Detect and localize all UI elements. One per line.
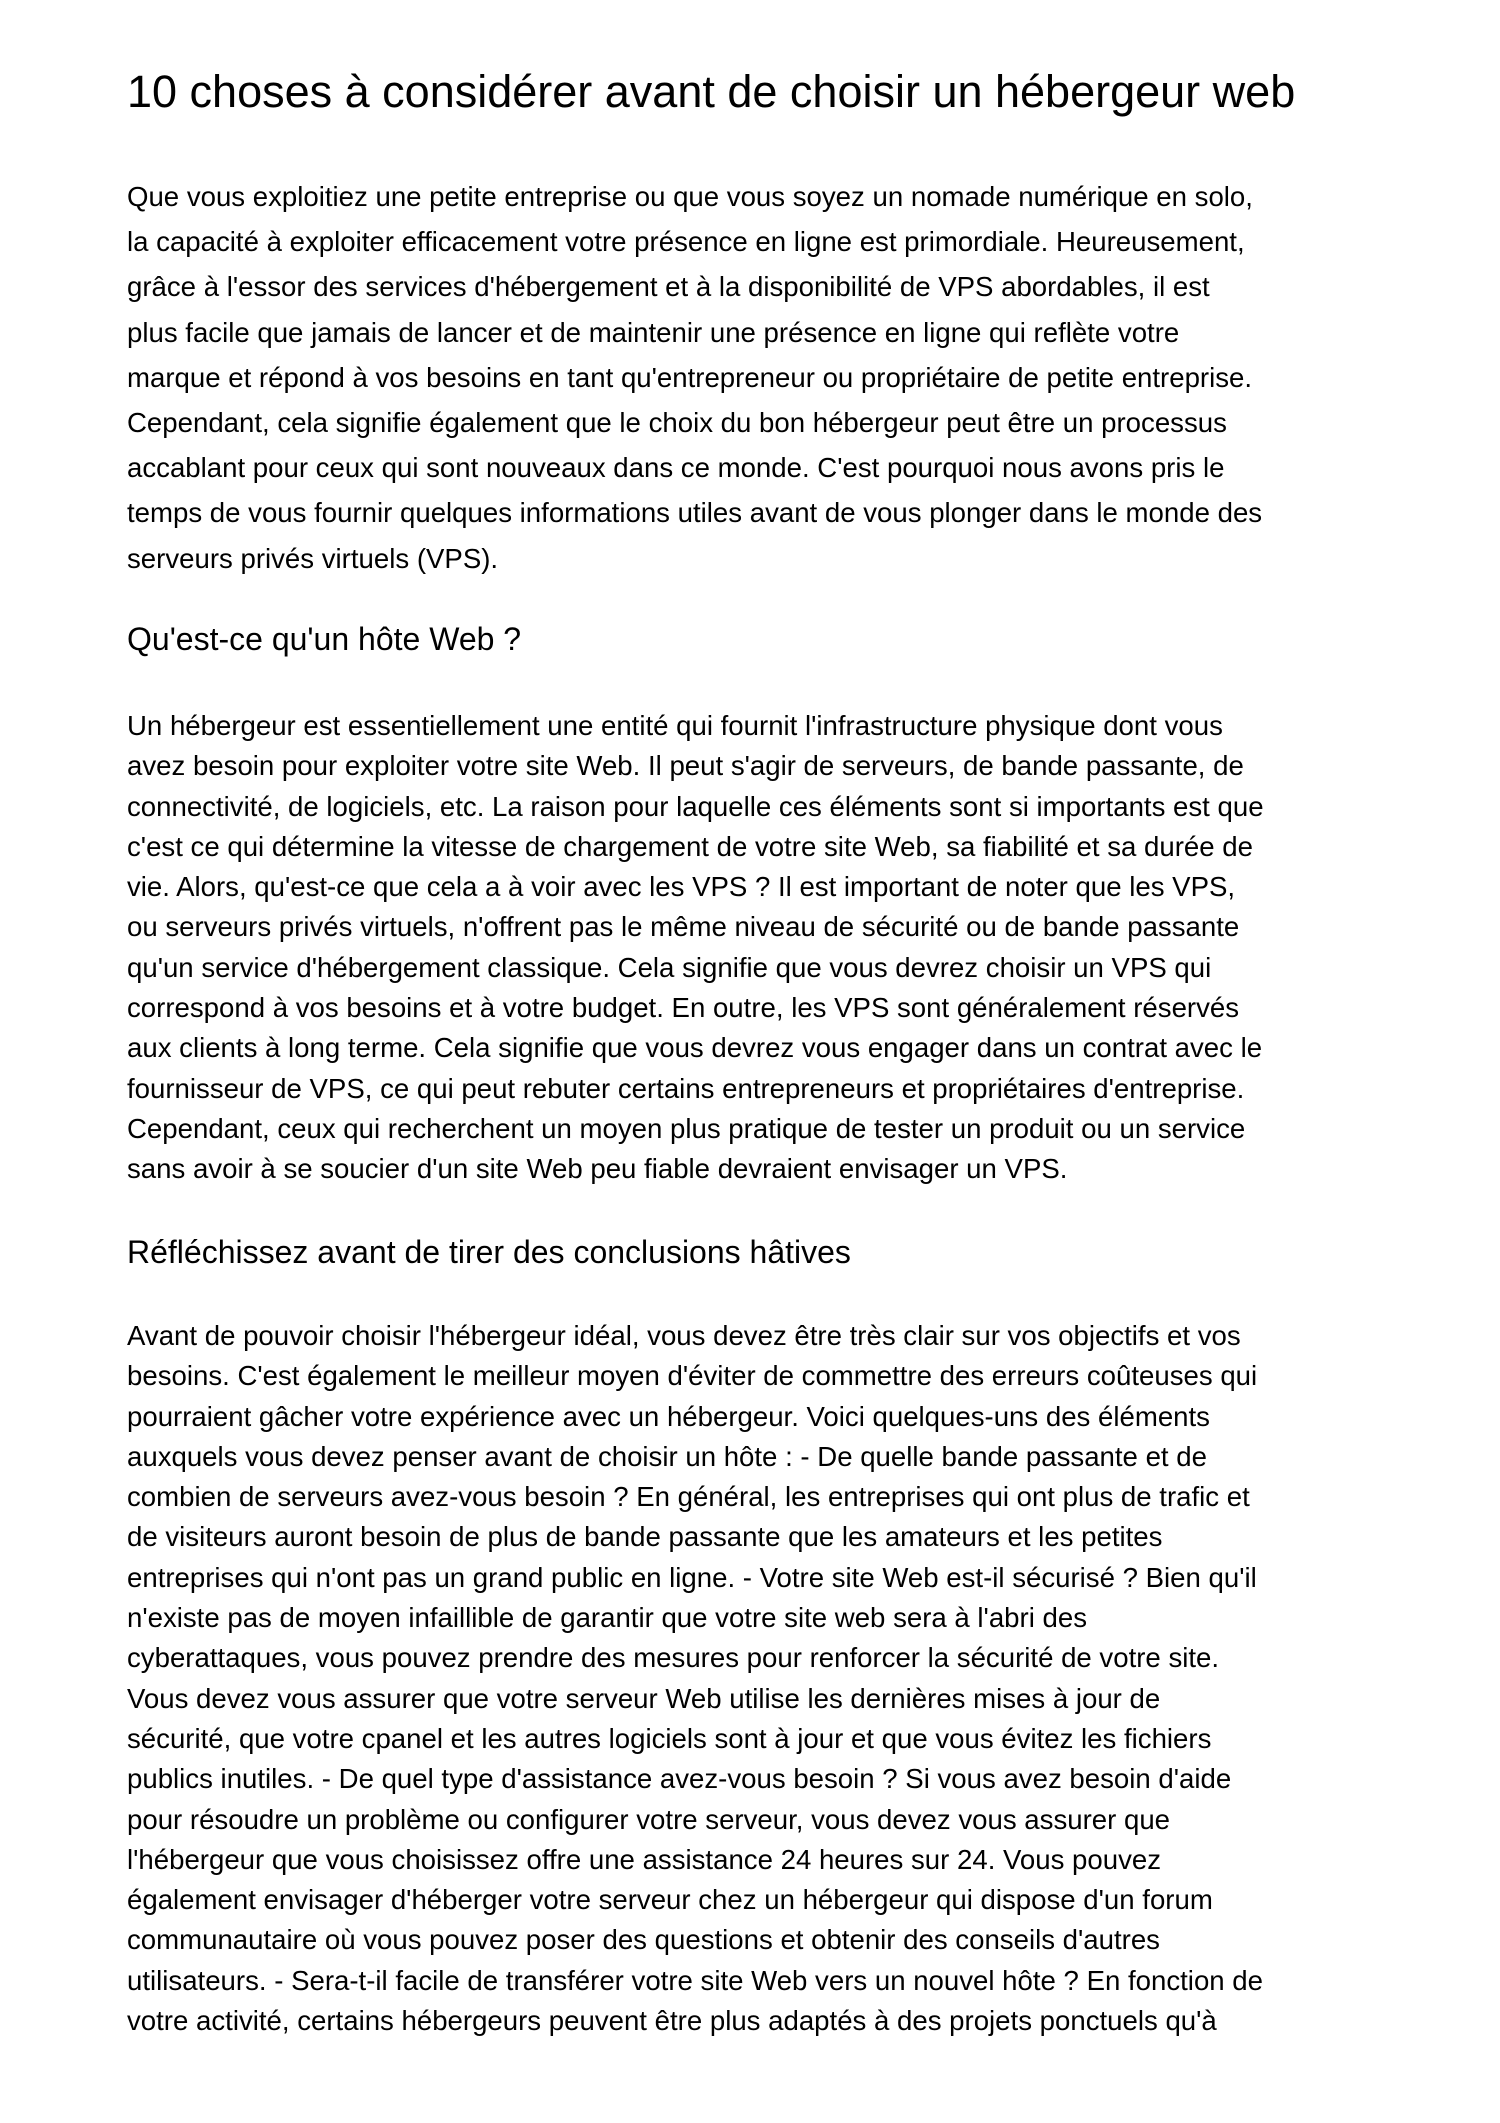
text-line: sans avoir à se soucier d'un site Web peu fiable devraient envisager un VPS.: [127, 1153, 1068, 1185]
text-line: Que vous exploitiez une petite entreprise ou que vous soyez un nomade numérique en solo,: [127, 181, 1253, 212]
text-line: qu'un service d'hébergement classique. Cela signifie que vous devrez choisir un VPS qui: [127, 951, 1212, 983]
text-line: cyberattaques, vous pouvez prendre des mesures pour renforcer la sécurité de votre site.: [127, 1642, 1220, 1674]
text-line: communautaire où vous pouvez poser des questions et obtenir des conseils d'autres: [127, 1924, 1160, 1956]
text-line: Avant de pouvoir choisir l'hébergeur idéal, vous devez être très clair sur vos objectifs et vos: [127, 1320, 1241, 1351]
section-heading-web-host: Qu'est-ce qu'un hôte Web ?: [127, 621, 522, 657]
text-line: pour résoudre un problème ou configurer votre serveur, vous devez vous assurer que: [127, 1803, 1171, 1835]
text-line: besoins. C'est également le meilleur moyen d'éviter de commettre des erreurs coûteuses qui: [127, 1360, 1258, 1392]
text-line: combien de serveurs avez-vous besoin ? En général, les entreprises qui ont plus de trafic et: [127, 1481, 1250, 1513]
text-line: temps de vous fournir quelques informations utiles avant de vous plonger dans le monde des: [127, 497, 1263, 529]
text-line: publics inutiles. - De quel type d'assistance avez-vous besoin ? Si vous avez besoin d'aide: [127, 1763, 1232, 1795]
text-line: Cependant, cela signifie également que le choix du bon hébergeur peut être un processus: [127, 407, 1227, 439]
text-line: la capacité à exploiter efficacement votre présence en ligne est primordiale. Heureusement,: [127, 226, 1245, 258]
intro-paragraph: [127, 174, 1262, 581]
text-line: votre activité, certains hébergeurs peuvent être plus adaptés à des projets ponctuels qu'à: [127, 2005, 1217, 2037]
text-line: n'existe pas de moyen infaillible de garantir que votre site web sera à l'abri des: [127, 1602, 1087, 1634]
text-line: Vous devez vous assurer que votre serveur Web utilise les dernières mises à jour de: [127, 1682, 1161, 1714]
text-line: marque et répond à vos besoins en tant qu'entrepreneur ou propriétaire de petite entreprise.: [127, 361, 1253, 393]
think-first-paragraph: [127, 1316, 1263, 2041]
page-title: 10 choses à considérer avant de choisir un hébergeur web: [127, 66, 1296, 117]
text-line: pourraient gâcher votre expérience avec un hébergeur. Voici quelques-uns des éléments: [127, 1400, 1210, 1432]
text-line: avez besoin pour exploiter votre site Web. Il peut s'agir de serveurs, de bande passante, de: [127, 750, 1244, 782]
text-line: entreprises qui n'ont pas un grand public en ligne. - Votre site Web est-il sécurisé ? Bien qu'il: [127, 1561, 1257, 1593]
text-line: vie. Alors, qu'est-ce que cela a à voir avec les VPS ? Il est important de noter que les VPS,: [127, 871, 1236, 903]
section-heading-think-first: Réfléchissez avant de tirer des conclusions hâtives: [127, 1234, 851, 1270]
text-line: c'est ce qui détermine la vitesse de chargement de votre site Web, sa fiabilité et sa durée de: [127, 830, 1253, 862]
text-line: auxquels vous devez penser avant de choisir un hôte : - De quelle bande passante et de: [127, 1440, 1207, 1472]
text-line: plus facile que jamais de lancer et de maintenir une présence en ligne qui reflète votre: [127, 316, 1180, 348]
text-line: correspond à vos besoins et à votre budget. En outre, les VPS sont généralement réservés: [127, 992, 1240, 1024]
text-line: grâce à l'essor des services d'hébergement et à la disponibilité de VPS abordables, il est: [127, 271, 1210, 303]
text-line: l'hébergeur que vous choisissez offre une assistance 24 heures sur 24. Vous pouvez: [127, 1843, 1162, 1875]
text-line: aux clients à long terme. Cela signifie que vous devrez vous engager dans un contrat avec le: [127, 1032, 1263, 1064]
text-line: ou serveurs privés virtuels, n'offrent pas le même niveau de sécurité ou de bande passante: [127, 911, 1240, 943]
text-line: accablant pour ceux qui sont nouveaux dans ce monde. C'est pourquoi nous avons pris le: [127, 452, 1225, 484]
text-line: connectivité, de logiciels, etc. La raison pour laquelle ces éléments sont si importants est que: [127, 790, 1264, 822]
text-line: Cependant, ceux qui recherchent un moyen plus pratique de tester un produit ou un service: [127, 1112, 1246, 1144]
web-host-paragraph: [127, 706, 1264, 1190]
text-line: fournisseur de VPS, ce qui peut rebuter certains entrepreneurs et propriétaires d'entreprise.: [127, 1072, 1245, 1104]
text-line: sécurité, que votre cpanel et les autres logiciels sont à jour et que vous évitez les fichiers: [127, 1722, 1212, 1754]
text-line: Un hébergeur est essentiellement une entité qui fournit l'infrastructure physique dont vous: [127, 710, 1223, 741]
text-line: serveurs privés virtuels (VPS).: [127, 542, 499, 574]
text-line: également envisager d'héberger votre serveur chez un hébergeur qui dispose d'un forum: [127, 1884, 1213, 1916]
text-line: utilisateurs. - Sera-t-il facile de transférer votre site Web vers un nouvel hôte ? En fonction de: [127, 1964, 1263, 1996]
text-line: de visiteurs auront besoin de plus de bande passante que les amateurs et les petites: [127, 1521, 1163, 1553]
